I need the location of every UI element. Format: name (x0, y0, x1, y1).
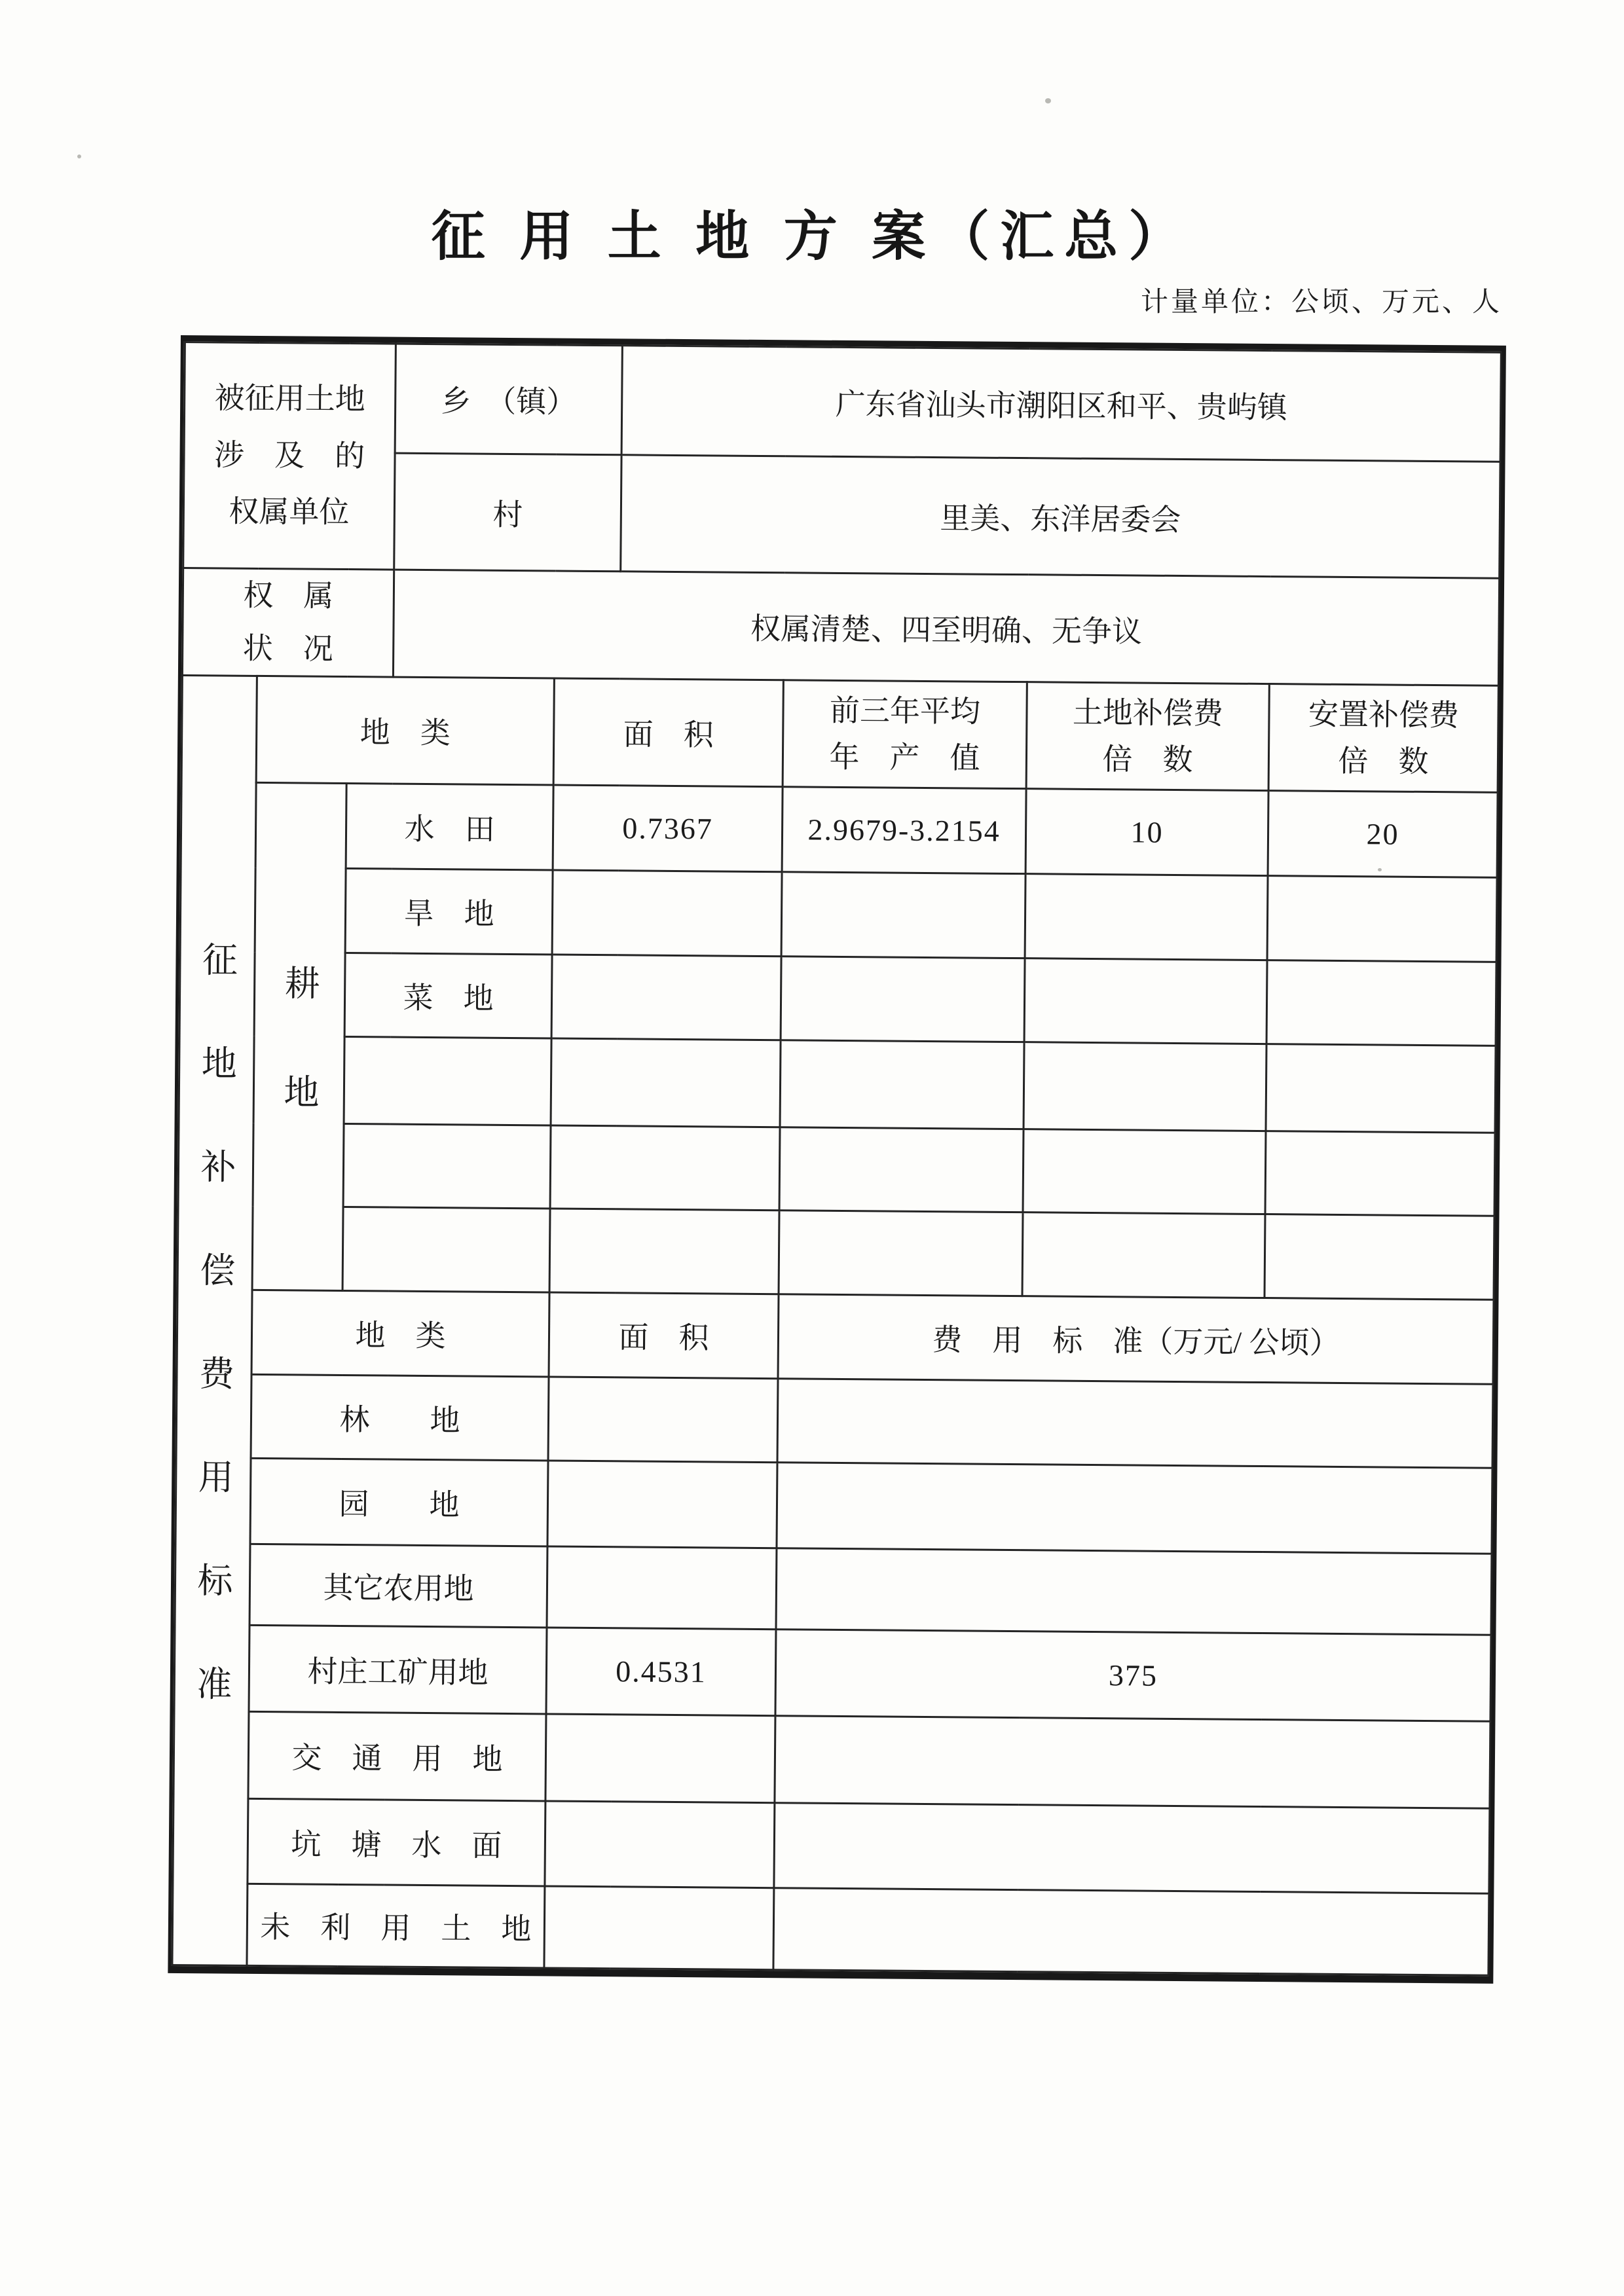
cell-tenure-value: 权属清楚、四至明确、无争议 (393, 570, 1499, 685)
row-garden-land (175, 1457, 1492, 1554)
cell-unused-area (544, 1886, 774, 1970)
cell-paddy-land-multiple: 10 (1025, 789, 1268, 876)
cell-forest-fee (777, 1379, 1493, 1468)
row-cultivated-empty-1 (179, 1036, 1496, 1133)
cell-pond-type: 坑 塘 水 面 (248, 1798, 545, 1886)
row-unused-land (172, 1883, 1489, 1975)
affected-label-line3: 权属单位 (229, 494, 350, 530)
cell-dry-type: 旱 地 (345, 869, 553, 955)
cell-veg-type: 菜 地 (344, 953, 552, 1038)
affected-label-line1: 被征用土地 (214, 381, 365, 416)
cell-cultivated-label (252, 782, 346, 1290)
cell-paddy-output: 2.9679-3.2154 (782, 787, 1026, 874)
section-label-wrap (173, 680, 255, 1962)
cell-dry-area (552, 870, 782, 957)
row-forest-land (176, 1374, 1493, 1468)
scan-speck (1045, 98, 1051, 103)
cell-empty1-resettle-multiple (1266, 1044, 1496, 1133)
cell-header-area: 面 积 (553, 678, 783, 787)
cell-empty2-output (779, 1127, 1024, 1212)
row-fee-header (177, 1290, 1494, 1385)
cell-township-label: 乡 （镇） (395, 344, 622, 455)
cell-pond-fee (774, 1803, 1490, 1894)
cell-paddy-resettle-multiple: 20 (1268, 791, 1498, 878)
cell-empty2-land-multiple (1023, 1129, 1266, 1214)
cell-transport-area (545, 1714, 775, 1803)
cell-unused-type: 未 利 用 土 地 (247, 1884, 545, 1968)
cell-garden-type: 园 地 (250, 1458, 548, 1546)
row-paddy-field (181, 782, 1498, 878)
row-transport-land (174, 1711, 1490, 1808)
row-other-agricultural-land (175, 1543, 1492, 1635)
cell-empty1-output (780, 1040, 1024, 1129)
cell-garden-fee (777, 1463, 1492, 1554)
cell-unused-fee (773, 1888, 1489, 1976)
form-table (168, 335, 1506, 1984)
row-pond-water-surface (173, 1798, 1490, 1893)
row-cultivated-empty-2 (178, 1123, 1495, 1216)
affected-label-line2: 涉 及 的 (213, 438, 365, 473)
land-comp-line1: 土地补偿费 (1072, 695, 1224, 731)
measure-unit-note: 计量单位：公顷、万元、人 (1140, 287, 1502, 318)
land-requisition-table (171, 341, 1502, 1977)
cell-veg-land-multiple (1024, 958, 1267, 1044)
cell-village-ind-type: 村庄工矿用地 (249, 1625, 547, 1714)
cell-dry-output (781, 872, 1025, 958)
cell-empty1-land-multiple (1024, 1042, 1266, 1131)
cell-tenure-label (182, 568, 394, 678)
cell-empty3-area (549, 1209, 779, 1294)
tenure-label-line1: 权 属 (243, 578, 334, 613)
cell-paddy-area: 0.7367 (553, 785, 783, 872)
row-township (184, 342, 1501, 462)
cell-empty3-output (779, 1211, 1023, 1296)
cell-other-agri-fee (776, 1548, 1492, 1635)
cell-village-ind-area: 0.4531 (546, 1628, 776, 1716)
cell-transport-type: 交 通 用 地 (248, 1711, 546, 1801)
scan-speck (77, 155, 81, 158)
cell-dry-resettle-multiple (1267, 876, 1497, 962)
page-title: 征 用 土 地 方 案（汇总） (431, 207, 1193, 266)
cell-veg-output (781, 957, 1025, 1042)
row-cultivated-empty-3 (177, 1206, 1494, 1300)
cell-affected-units-label (183, 342, 396, 570)
cell-township-value: 广东省汕头市潮阳区和平、贵屿镇 (621, 346, 1501, 462)
cell-empty3-land-multiple (1022, 1212, 1265, 1298)
cell-empty3-resettle-multiple (1264, 1214, 1494, 1300)
cell-empty2-resettle-multiple (1265, 1131, 1495, 1216)
avg-output-line2: 年 产 值 (829, 740, 980, 775)
row-dry-land (180, 867, 1497, 962)
section-label-text: 征地补偿费用标准 (191, 940, 237, 1769)
cell-other-agri-area (547, 1546, 777, 1630)
cultivated-label-wrap (253, 786, 346, 1288)
cell-veg-area (551, 955, 781, 1040)
row-vegetable-land (179, 952, 1496, 1046)
cultivated-label-text: 耕地 (278, 964, 320, 1182)
cell-header2-area: 面 积 (549, 1292, 779, 1379)
cell-header-land-comp (1026, 682, 1269, 791)
cell-empty1-type (344, 1036, 551, 1125)
cell-header2-fee-standard: 费 用 标 准（万元/ 公顷） (778, 1294, 1494, 1385)
cell-transport-fee (775, 1716, 1490, 1809)
cell-pond-area (545, 1801, 775, 1888)
cell-empty2-area (550, 1125, 780, 1211)
row-tenure-status (182, 568, 1499, 686)
cell-empty3-type (342, 1207, 550, 1292)
cell-dry-land-multiple (1025, 874, 1268, 960)
cell-empty2-type (343, 1123, 551, 1208)
cell-village-value: 里美、东洋居委会 (621, 455, 1500, 579)
cell-forest-area (548, 1377, 778, 1463)
row-village-industrial-land (174, 1624, 1491, 1721)
tenure-label-line2: 状 况 (242, 631, 333, 666)
cell-header-land-type: 地 类 (256, 676, 554, 785)
cell-veg-resettle-multiple (1266, 960, 1496, 1046)
resettle-comp-line1: 安置补偿费 (1308, 697, 1460, 733)
cell-village-label: 村 (394, 453, 621, 572)
cell-paddy-type: 水 田 (346, 784, 553, 870)
land-comp-line2: 倍 数 (1102, 742, 1193, 777)
cell-header-avg-output (783, 680, 1027, 789)
cell-forest-type: 林 地 (251, 1374, 549, 1461)
cell-village-ind-fee: 375 (775, 1630, 1491, 1722)
resettle-comp-line2: 倍 数 (1338, 744, 1429, 778)
cell-other-agri-type: 其它农用地 (249, 1544, 547, 1628)
cell-empty1-area (551, 1038, 781, 1127)
cell-header2-land-type: 地 类 (251, 1290, 549, 1377)
cell-header-resettle-comp (1268, 684, 1498, 793)
cell-section-label (172, 676, 257, 1966)
avg-output-line1: 前三年平均 (829, 693, 981, 729)
row-comp-header (181, 676, 1498, 793)
cell-garden-area (547, 1461, 777, 1548)
